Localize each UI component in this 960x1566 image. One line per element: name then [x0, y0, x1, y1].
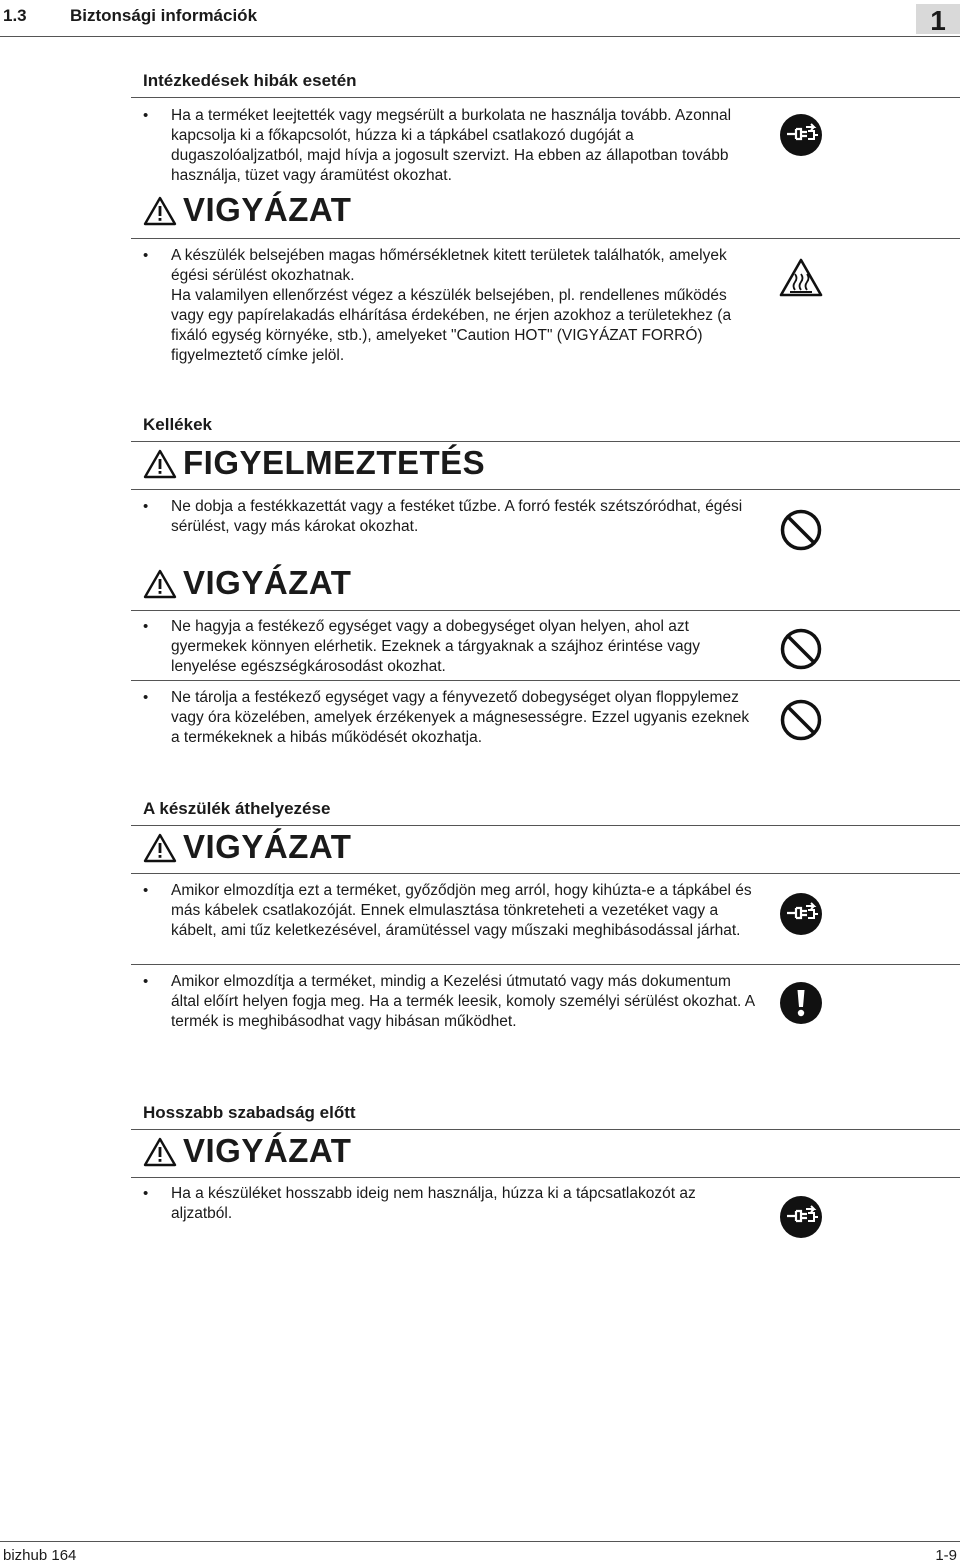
bullet-marker: • [143, 882, 149, 899]
footer-page-number: 1-9 [935, 1547, 957, 1564]
divider [131, 97, 960, 98]
prohibited-icon [780, 509, 822, 551]
bullet-marker: • [143, 973, 149, 990]
bullet-text: Ne hagyja a festékező egységet vagy a dobegységet olyan helyen, ahol azt gyermekek könnyen elérhetik. Ezeknek a tárgyaknak a szájhoz érintése vagy lenyelése egészségkárosodást okozhat. [171, 618, 701, 675]
bullet-paragraph: Ha valamilyen ellenőrzést végez a készülék belsejében, pl. rendellenes működés vagy egy papírelakadás elhárítása érdekében, ne érjen azokhoz a területekhez (a fixáló egység környéke, stb.), amelyeket "Caution HOT" (VIGYÁZAT FORRÓ) figyelmeztető címke jelöl. [171, 287, 732, 364]
divider [131, 680, 960, 681]
caution-label: VIGYÁZAT [183, 828, 352, 865]
caution-label: VIGYÁZAT [183, 191, 352, 228]
unplug-icon [780, 893, 822, 935]
caution-label: VIGYÁZAT [183, 1132, 352, 1169]
section-number: 1.3 [3, 6, 27, 25]
bullet-text [171, 246, 761, 366]
bullet-text: Ha a terméket leejtették vagy megsérült a burkolata ne használja tovább. Azonnal kapcsolja ki a főkapcsolót, húzza ki a tápkábel csatlakozó dugóját a dugaszolóaljzatból, majd hívja a jogosult szervizt. Ha ebben az állapotban tovább használja, tüzet vagy áramütést okozhat. [171, 107, 732, 184]
bullet-text: Amikor elmozdítja a terméket, mindig a Kezelési útmutató vagy más dokumentum által előírt helyen fogja meg. Ha a termék leesik, komoly személyi sérülést okozhat. A termék is meghibásodhat vagy hibásan működhet. [171, 973, 755, 1030]
bullet-text: Ha a készüléket hosszabb ideig nem használja, húzza ki a tápcsatlakozót az aljzatból. [171, 1185, 696, 1222]
subsection-title-relocation: A készülék áthelyezése [143, 799, 331, 818]
divider [131, 238, 960, 239]
chapter-number-tab: 1 [916, 4, 960, 34]
mandatory-action-icon [780, 982, 822, 1024]
bullet-paragraph: A készülék belsejében magas hőmérsékletnek kitett területek találhatók, amelyek égési sérülést okozhatnak. [171, 247, 727, 284]
hot-surface-icon [779, 258, 823, 298]
divider [131, 873, 960, 874]
page-header [0, 0, 960, 37]
subsection-title-failure-measures: Intézkedések hibák esetén [143, 71, 357, 90]
warning-label: FIGYELMEZTETÉS [183, 444, 486, 481]
warning-triangle-icon [143, 833, 177, 863]
prohibited-icon [780, 699, 822, 741]
divider [131, 489, 960, 490]
warning-triangle-icon [143, 196, 177, 226]
bullet-text: Ne dobja a festékkazettát vagy a festéket tűzbe. A forró festék szétszóródhat, égési sérülést, vagy más károkat okozhat. [171, 498, 743, 535]
bullet-text: Amikor elmozdítja ezt a terméket, győződjön meg arról, hogy kihúzta-e a tápkábel és más kábelek csatlakozóját. Ennek elmulasztása tönkreteheti a vezetéket vagy a kábelt, ami tűz keletkezésével, áramütéssel vagy műszaki meghibásodással járhat. [171, 882, 752, 939]
bullet-marker: • [143, 107, 149, 124]
bullet-marker: • [143, 618, 149, 635]
divider [131, 441, 960, 442]
warning-triangle-icon [143, 1137, 177, 1167]
divider [131, 1129, 960, 1130]
unplug-icon [780, 114, 822, 156]
footer-product-name: bizhub 164 [3, 1547, 77, 1564]
bullet-text: Ne tárolja a festékező egységet vagy a fényvezető dobegységet olyan floppylemez vagy óra közelében, amelyek érzékenyek a mágnesességre. Ezzel ugyanis ezeknek a termékeknek a hibás működését okozhatja. [171, 689, 750, 746]
caution-label: VIGYÁZAT [183, 564, 352, 601]
bullet-marker: • [143, 689, 149, 706]
divider [131, 610, 960, 611]
section-title: Biztonsági információk [70, 6, 258, 25]
subsection-title-long-absence: Hosszabb szabadság előtt [143, 1103, 356, 1122]
subsection-title-supplies: Kellékek [143, 415, 212, 434]
divider [131, 964, 960, 965]
warning-triangle-icon [143, 569, 177, 599]
divider [131, 1177, 960, 1178]
bullet-marker: • [143, 498, 149, 515]
bullet-marker: • [143, 1185, 149, 1202]
warning-triangle-icon [143, 449, 177, 479]
divider [131, 825, 960, 826]
bullet-marker: • [143, 247, 149, 264]
footer-divider [0, 1541, 960, 1542]
unplug-icon [780, 1196, 822, 1238]
prohibited-icon [780, 628, 822, 670]
